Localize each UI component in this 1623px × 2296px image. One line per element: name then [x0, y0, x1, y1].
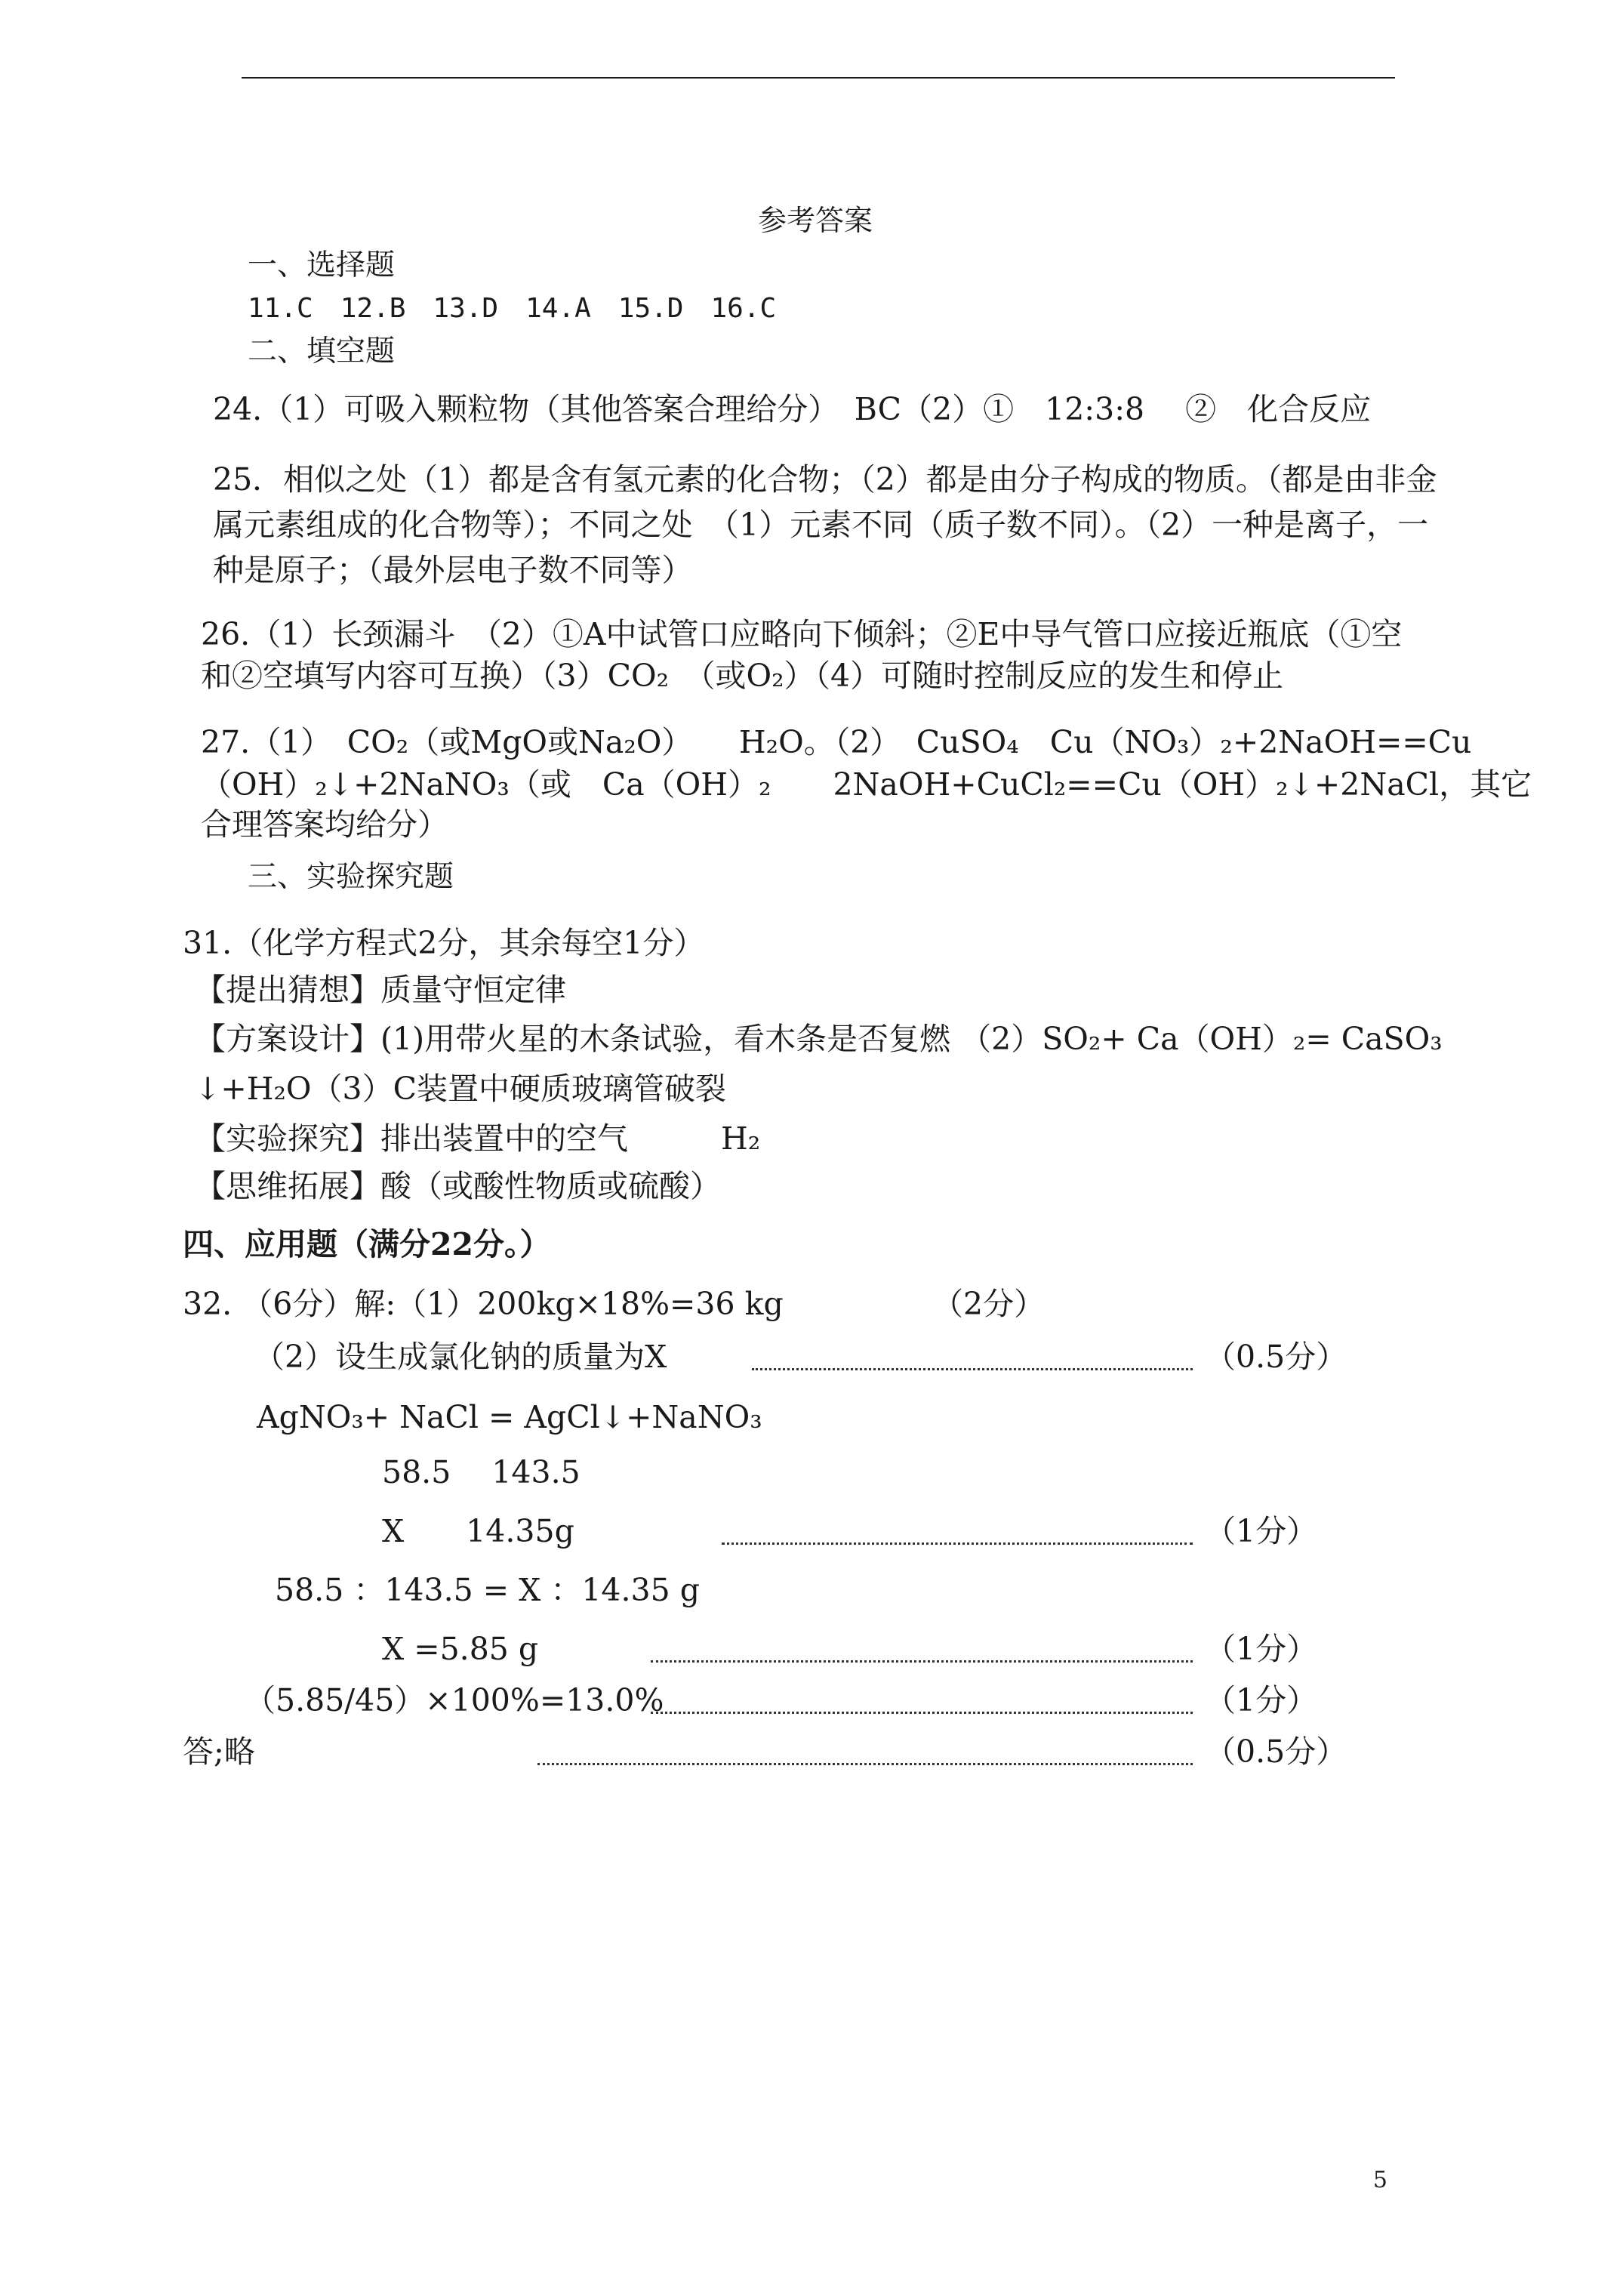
calc-answer: 答;略 [183, 1734, 255, 1770]
dot-leader [722, 1542, 1193, 1545]
section-heading-fill: 二、填空题 [248, 334, 396, 368]
answer-31-explore: 【实验探究】排出装置中的空气 H₂ [195, 1120, 761, 1157]
calc-score-4: （1分） [1205, 1631, 1318, 1667]
answer-27-line-2: （OH）₂↓+2NaNO₃（或 Ca（OH）₂ 2NaOH+CuCl₂==Cu（OH）₂↓+2NaCl，其它 [201, 766, 1532, 803]
choice-answers: 11.C 12.B 13.D 14.A 15.D 16.C [248, 293, 777, 324]
answer-31-hypothesis: 【提出猜想】质量守恒定律 [195, 972, 566, 1008]
calc-score-2: （0.5分） [1205, 1339, 1347, 1375]
answer-26-line-2: 和②空填写内容可互换）（3）CO₂ （或O₂）（4）可随时控制反应的发生和停止 [201, 658, 1284, 694]
section-heading-choice: 一、选择题 [248, 248, 396, 282]
answer-31-heading: 31.（化学方程式2分，其余每空1分） [183, 925, 705, 961]
dot-leader [651, 1712, 1193, 1714]
answer-24: 24.（1）可吸入颗粒物（其他答案合理给分） BC（2）① 12:3:8 ② 化合反应 [213, 391, 1372, 427]
dot-leader [537, 1763, 1193, 1765]
calc-score-5: （1分） [1205, 1682, 1318, 1718]
section-heading-experiment: 三、实验探究题 [248, 860, 454, 894]
calc-score-1: （2分） [932, 1286, 1046, 1322]
answer-31-design-2: ↓+H₂O（3）C装置中硬质玻璃管破裂 [195, 1071, 726, 1107]
calc-percentage: （5.85/45）×100%=13.0% [245, 1682, 664, 1718]
calc-score-6: （0.5分） [1205, 1734, 1347, 1770]
calc-score-3: （1分） [1205, 1513, 1318, 1549]
calc-ratio-bottom: X 14.35g [382, 1513, 574, 1549]
answer-27-line-3: 合理答案均给分） [201, 806, 448, 843]
answer-27-line-1: 27.（1） CO₂（或MgO或Na₂O） H₂O。（2） CuSO₄ Cu（NO₃）₂+2NaOH==Cu [201, 724, 1472, 760]
answer-25-line-2: 属元素组成的化合物等）；不同之处 （1）元素不同（质子数不同）。（2）一种是离子，一 [213, 507, 1429, 543]
answer-26-line-1: 26.（1）长颈漏斗 （2）①A中试管口应略向下倾斜；②E中导气管口应接近瓶底（①空 [201, 616, 1403, 652]
calc-line-2: （2）设生成氯化钠的质量为X [254, 1339, 667, 1375]
header-rule [242, 77, 1395, 79]
answer-31-design-1: 【方案设计】(1)用带火星的木条试验，看木条是否复燃 （2）SO₂+ Ca（OH）₂= CaSO₃ [195, 1021, 1443, 1057]
calc-result: X =5.85 g [382, 1631, 539, 1667]
calc-proportion: 58.5 ：143.5 = X ：14.35 g [275, 1572, 700, 1608]
page-number: 5 [1372, 2167, 1387, 2193]
answer-31-extension: 【思维拓展】酸（或酸性物质或硫酸） [195, 1168, 721, 1204]
answer-25-line-3: 种是原子；（最外层电子数不同等） [213, 552, 693, 588]
calc-ratio-top: 58.5 143.5 [382, 1454, 581, 1490]
dot-leader [651, 1660, 1193, 1663]
calc-line-1: 32. （6分）解:（1）200kg×18%=36 kg [183, 1286, 784, 1322]
page-title: 参考答案 [758, 204, 873, 237]
section-heading-application: 四、应用题（满分22分。） [183, 1226, 551, 1262]
dot-leader [752, 1368, 1193, 1370]
answer-25-line-1: 25．相似之处（1）都是含有氢元素的化合物；（2）都是由分子构成的物质。（都是由非金 [213, 461, 1437, 498]
calc-equation: AgNO₃+ NaCl = AgCl↓+NaNO₃ [257, 1399, 762, 1435]
